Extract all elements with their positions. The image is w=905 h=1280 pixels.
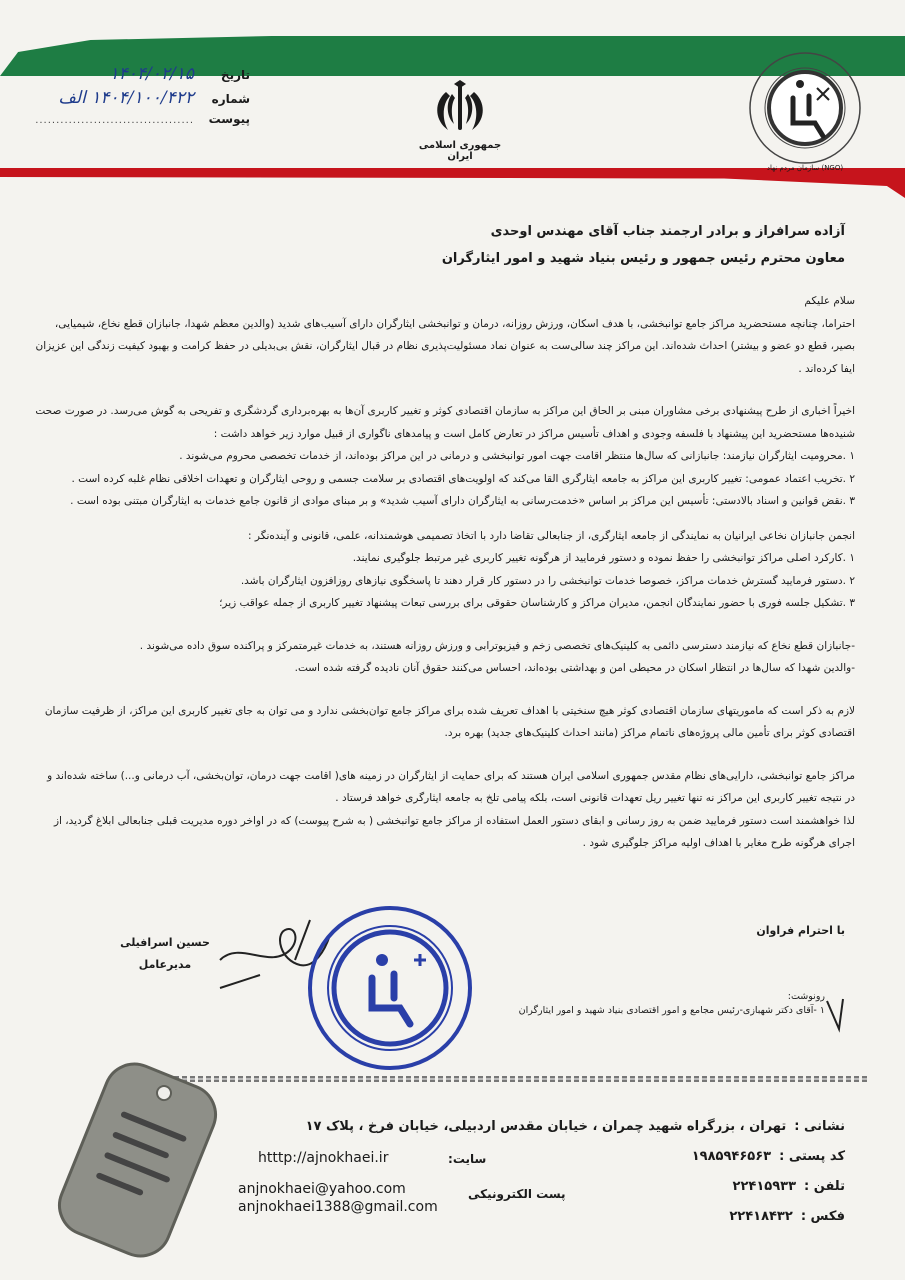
- email-link-2[interactable]: anjnokhaei1388@gmail.com: [238, 1199, 438, 1215]
- fax-label: فکس :: [800, 1209, 845, 1224]
- chain-icon: [150, 1065, 870, 1091]
- consequence-note-1: -جانبازان قطع نخاع که نیازمند دسترسی دائمی به کلینیک‌های تخصصی زخم و فیزیوترابی و ورزش روزانه هستند، به خدمات غیرمتمرکز و پراکنده سوق داده می‌شوند .: [139, 639, 855, 652]
- date-value: ۱۴۰۴/۰۲/۱۵: [109, 64, 194, 84]
- addressee-line2: معاون محترم رئیس جمهور و رئیس بنیاد شهید و امور ایثارگران: [441, 251, 845, 266]
- closing: با احترام فراوان: [756, 924, 845, 937]
- signer-name: حسین اسرافیلی: [120, 936, 210, 949]
- greeting: سلام علیکم: [804, 295, 855, 307]
- body-paragraph-6: مراکز جامع توانبخشی، دارایی‌های نظام مقدس جمهوری اسلامی ایران هستند که برای حمایت از ایثارگران در زمینه های( اقامت جهت درمان، توان‌بخشی، آب درمانی و...) ساخته شده‌اند و در نتیجه تغییر کاربری این مراکز نه تنها تغییر ریل تعهدات قانونی است، بلکه پیامی تلخ به جامعه ایثارگری خواهد فرستاد .: [47, 769, 855, 804]
- number-value: ۱۴۰۴/۱۰۰/۴۲۲ الف: [58, 88, 194, 108]
- number-row: [30, 88, 250, 112]
- emblem-caption: جمهوری اسلامی ایران: [418, 140, 502, 162]
- consequence-note-2: -والدین شهدا که سال‌ها در انتظار اسکان در محیطی امن و بهداشتی بوده‌اند، احساس می‌کنند حقوق آنان نادیده گرفته شده است.: [294, 662, 855, 674]
- date-row: [30, 64, 250, 88]
- official-stamp-icon: [300, 900, 480, 1075]
- website-link[interactable]: htttp://ajnokhaei.ir: [258, 1150, 389, 1166]
- body-paragraph-5: لازم به ذکر است که ماموریتهای سازمان اقتصادی کوثر هیچ سنخیتی با اهداف تعریف شده برای مراکز جامع توان‌بخشی ندارد و می توان به جای تغییر کاربری این مراکز، از ظرفیت سازمان اقتصادی کوثر برای تأمین مالی پروژه‌های ناتمام مراکز (مانند احداث کلینیک‌های جدید) بهره برد.: [44, 704, 855, 739]
- fax-value: ۲۲۴۱۸۴۳۲: [729, 1209, 793, 1224]
- dog-tag-icon: [15, 1025, 260, 1280]
- attachment-value: ......................................: [35, 115, 194, 126]
- cc-block: [445, 990, 825, 1018]
- email-link-1[interactable]: anjnokhaei@yahoo.com: [238, 1181, 406, 1197]
- consequence-item-1: ۱ .محرومیت ایثارگران نیازمند: جانبازانی که سال‌ها منتظر اقامت جهت امور توانبخشی و درمانی در این مراکز بوده‌اند، از خدمات تخصصی محروم می‌شوند .: [179, 450, 855, 462]
- date-label: تاریخ: [220, 68, 250, 82]
- header-red-band: [0, 168, 905, 198]
- request-item-1: ۱ .کارکرد اصلی مراکز توانبخشی را حفظ نموده و دستور فرمایید از هرگونه تغییر کاربری غیر مرتبط جلوگیری نمایند.: [352, 552, 855, 564]
- cc-check-mark: [825, 995, 845, 1035]
- org-caption: سازمان مردم نهاد (NGO): [766, 164, 844, 172]
- email-label: پست الکترونیکی: [468, 1187, 566, 1201]
- addressee-block: [145, 218, 845, 272]
- consequence-item-2: ۲ .تخریب اعتماد عمومی: تغییر کاربری این مراکز به جامعه ایثارگری القا می‌کند که اولویت‌های اقتصادی بر سلامت جسمی و روحی ایثارگران و تعهدات اخلاقی نظام غلبه کرده است .: [71, 472, 855, 485]
- cc-item-1: ۱ -آقای دکتر شهبازی-رئیس مجامع و امور اقتصادی بنیاد شهید و امور ایثارگران: [518, 1005, 825, 1016]
- address-value: تهران ، بزرگراه شهید چمران ، خیابان مقدس اردبیلی، خیابان فرخ ، پلاک ۱۷: [305, 1119, 787, 1134]
- attachment-label: پیوست: [208, 112, 250, 126]
- body-paragraph-3: انجمن جانبازان نخاعی ایرانیان به نمایندگی از جامعه ایثارگری، از جنابعالی تقاضا دارد با اتخاذ تصمیمی هوشمندانه، علمی، قانونی و آینده‌نگر :: [248, 529, 855, 542]
- website-label: :سایت: [448, 1152, 487, 1166]
- body-paragraph-1: احتراما، چنانچه مستحضرید مراکز جامع توانبخشی، با هدف اسکان، ورزش روزانه، درمان و توانبخشی ایثارگران دارای آسیب‌های شدید (والدین معظم شهدا، جانبازان قطع نخاع، شیمیایی، بصیر، قطع دو عضو و بیشتر) احداث شده‌اند. این مراکز چند سالی‌ست به عنوان نماد مسئولیت‌پذیری نظام در قبال ایثارگران، نقش بی‌بدیلی در حفظ کرامت و بهبود کیفیت زندگی این عزیزان ایفا کرده‌اند .: [35, 317, 855, 375]
- number-label: شماره: [211, 92, 250, 106]
- postal-label: کد پستی :: [779, 1149, 845, 1164]
- letter-body: [35, 290, 855, 855]
- email-block: [238, 1180, 458, 1216]
- consequence-item-3: ۳ .نقض قوانین و اسناد بالادستی: تأسیس این مراکز بر اساس «خدمت‌رسانی به ایثارگران دارای آسیب شدید» و بر مبنای موادی از قانون جامع خدمات به ایثارگران مبتنی بوده است .: [70, 495, 855, 507]
- address-label: نشانی :: [794, 1119, 845, 1134]
- address-row: [285, 1112, 845, 1142]
- request-item-3: ۳ .تشکیل جلسه فوری با حضور نمایندگان انجمن، مدیران مراکز و کارشناسان حقوقی برای بررسی تبعات پیشنهاد تغییر کاربری از جمله عواقب زیر؛: [219, 597, 855, 609]
- phone-value: ۲۲۴۱۵۹۳۳: [732, 1179, 797, 1194]
- phone-label: تلفن :: [804, 1179, 845, 1194]
- postal-value: ۱۹۸۵۹۴۶۵۶۳: [691, 1149, 772, 1164]
- attachment-row: [30, 112, 250, 136]
- signer-title: مدیرعامل: [138, 958, 192, 971]
- letter-meta: [30, 64, 250, 136]
- cc-label: رونوشت:: [787, 991, 825, 1002]
- body-paragraph-7: لذا خواهشمند است دستور فرمایید ضمن به روز رسانی و ابقای دستور العمل استفاده از مراکز جامع توانبخشی ( به شرح پیوست) که در اواخر دوره مدیریت قبلی جنابعالی ابلاغ گردید، از اجرای هرگونه طرح مغایر با اهداف اولیه مراکز جلوگیری شود .: [53, 814, 855, 849]
- addressee-line1: آزاده سرافراز و برادر ارجمند جناب آقای مهندس اوحدی: [490, 224, 845, 239]
- body-paragraph-2: اخیراً اخباری از طرح پیشنهادی برخی مشاوران مبنی بر الحاق این مراکز به سازمان اقتصادی کوثر و تغییر کاربری آن‌ها به بهره‌برداری گردشگری و تفریحی به گوش می‌رسد. در صورت صحت شنیده‌ها مستحضرید این پیشنهاد با فلسفه وجودی و اهداف تأسیس مراکز در تعارض کامل است و پیامدهای ناگواری از قبیل موارد زیر خواهد داشت :: [35, 405, 855, 440]
- request-item-2: ۲ .دستور فرمایید گسترش خدمات مراکز، خصوصا خدمات توانبخشی را در دستور کار قرار دهند تا پاسخگوی نیازهای روزافزون ایثارگران باشد.: [240, 574, 855, 587]
- association-logo-icon: [745, 48, 865, 168]
